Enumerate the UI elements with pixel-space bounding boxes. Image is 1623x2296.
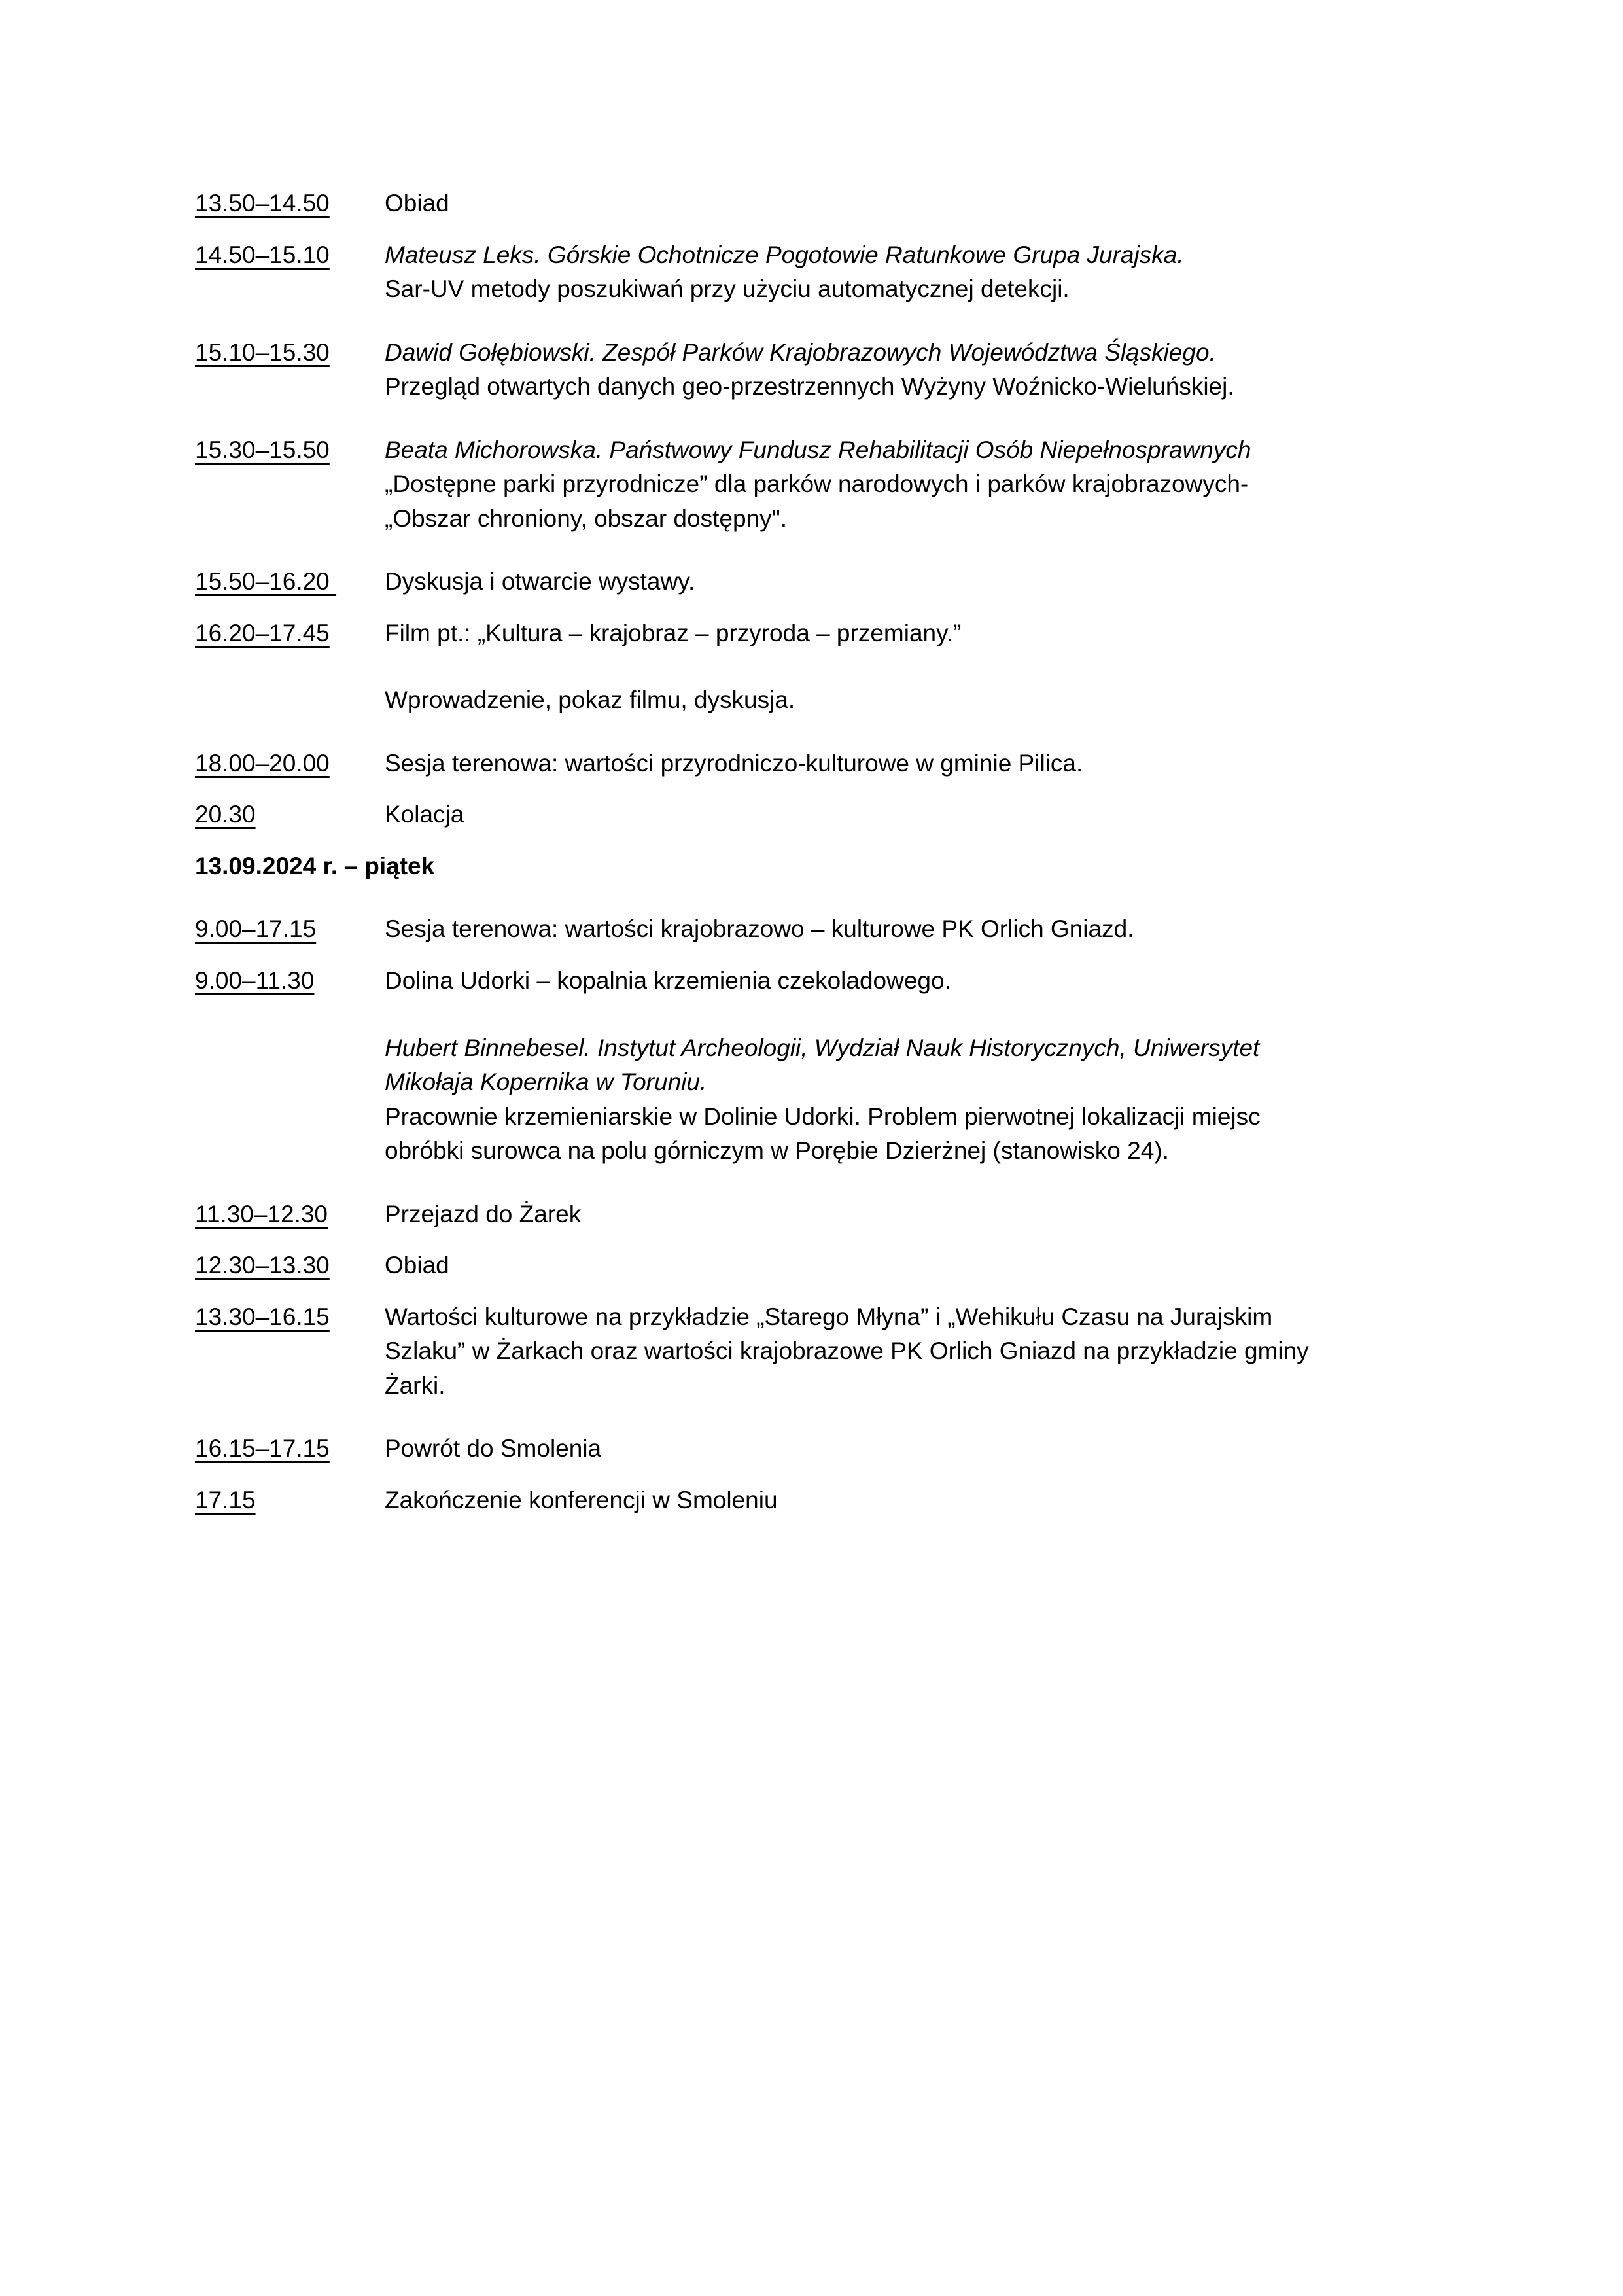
agenda-row	[195, 238, 1427, 307]
agenda-row	[195, 616, 1427, 718]
agenda-row	[195, 565, 1427, 599]
agenda-description	[385, 433, 1427, 537]
agenda-description	[385, 1432, 1427, 1466]
agenda-description	[385, 964, 1427, 1169]
agenda-day-one	[195, 186, 1427, 832]
agenda-line-text: Przejazd do Żarek	[385, 1200, 582, 1227]
agenda-time-label: 16.15–17.15	[195, 1435, 330, 1462]
agenda-description	[385, 1248, 1427, 1283]
agenda-time	[195, 964, 385, 998]
agenda-line-text: Powrót do Smolenia	[385, 1435, 602, 1462]
agenda-description	[385, 912, 1427, 947]
agenda-line-text: Szlaku” w Żarkach oraz wartości krajobrazowe PK Orlich Gniazd na przykładzie gminy	[385, 1337, 1309, 1365]
agenda-description	[385, 336, 1427, 404]
agenda-line-text: „Dostępne parki przyrodnicze” dla parków narodowych i parków krajobrazowych-	[385, 470, 1249, 498]
agenda-row	[195, 1300, 1427, 1404]
agenda-time-label: 12.30–13.30	[195, 1252, 330, 1279]
agenda-time-label: 20.30	[195, 801, 256, 828]
agenda-line-text: Wartości kulturowe na przykładzie „Starego Młyna” i „Wehikułu Czasu na Jurajskim	[385, 1303, 1273, 1330]
agenda-line-text: Sesja terenowa: wartości krajobrazowo – kulturowe PK Orlich Gniazd.	[385, 915, 1134, 943]
agenda-time	[195, 1300, 385, 1335]
agenda-time-label: 9.00–17.15	[195, 915, 317, 943]
agenda-line-speaker: Mikołaja Kopernika w Toruniu.	[385, 1069, 707, 1096]
agenda-time-label: 15.50–16.20	[195, 568, 337, 595]
agenda-time-label: 14.50–15.10	[195, 241, 330, 268]
agenda-line-text: obróbki surowca na polu górniczym w Porębie Dzierżnej (stanowisko 24).	[385, 1137, 1169, 1165]
agenda-line-text: Obiad	[385, 1252, 449, 1279]
agenda-time	[195, 1432, 385, 1466]
agenda-time-label: 13.30–16.15	[195, 1303, 330, 1330]
agenda-description	[385, 798, 1427, 832]
agenda-row	[195, 336, 1427, 404]
agenda-row	[195, 1197, 1427, 1232]
agenda-description	[385, 1197, 1427, 1232]
agenda-time-label: 15.10–15.30	[195, 338, 330, 366]
agenda-line-text: Obiad	[385, 190, 449, 217]
agenda-row	[195, 186, 1427, 221]
agenda-time-label: 11.30–12.30	[195, 1200, 328, 1227]
agenda-time	[195, 1483, 385, 1518]
agenda-description	[385, 1300, 1427, 1404]
agenda-time	[195, 433, 385, 468]
agenda-description	[385, 616, 1427, 718]
agenda-line-text: Dyskusja i otwarcie wystawy.	[385, 568, 695, 595]
agenda-line-speaker: Hubert Binnebesel. Instytut Archeologii, Wydział Nauk Historycznych, Uniwersytet	[385, 1034, 1260, 1061]
agenda-line-text: Przegląd otwartych danych geo-przestrzennych Wyżyny Woźnicko-Wieluńskiej.	[385, 373, 1234, 400]
agenda-time	[195, 912, 385, 947]
agenda-day-two	[195, 912, 1427, 1517]
agenda-row	[195, 798, 1427, 832]
agenda-time	[195, 565, 385, 599]
agenda-time	[195, 336, 385, 370]
agenda-description	[385, 565, 1427, 599]
agenda-line-text: Dolina Udorki – kopalnia krzemienia czekoladowego.	[385, 966, 951, 994]
agenda-line-speaker: Dawid Gołębiowski. Zespół Parków Krajobrazowych Województwa Śląskiego.	[385, 338, 1216, 366]
agenda-time-label: 9.00–11.30	[195, 966, 315, 994]
agenda-row	[195, 912, 1427, 947]
agenda-line-text: Sesja terenowa: wartości przyrodniczo-kulturowe w gminie Pilica.	[385, 749, 1083, 777]
agenda-time-label: 13.50–14.50	[195, 190, 330, 217]
agenda-line-text: Zakończenie konferencji w Smoleniu	[385, 1486, 778, 1513]
agenda-time-label: 16.20–17.45	[195, 619, 330, 646]
agenda-description	[385, 238, 1427, 307]
agenda-description	[385, 747, 1427, 781]
agenda-time-label: 18.00–20.00	[195, 749, 330, 777]
agenda-time	[195, 616, 385, 651]
agenda-line-speaker: Mateusz Leks. Górskie Ochotnicze Pogotowie Ratunkowe Grupa Jurajska.	[385, 241, 1184, 268]
agenda-time	[195, 798, 385, 832]
agenda-time	[195, 747, 385, 781]
agenda-line-text: Kolacja	[385, 801, 464, 828]
agenda-description	[385, 186, 1427, 221]
agenda-time-label: 17.15	[195, 1486, 256, 1513]
agenda-time	[195, 186, 385, 221]
agenda-line-spacer	[385, 650, 1427, 683]
agenda-line-text: „Obszar chroniony, obszar dostępny".	[385, 504, 788, 532]
agenda-line-text: Wprowadzenie, pokaz filmu, dyskusja.	[385, 686, 795, 714]
agenda-time	[195, 1248, 385, 1283]
agenda-time-label: 15.30–15.50	[195, 436, 330, 463]
agenda-description	[385, 1483, 1427, 1518]
agenda-row	[195, 433, 1427, 537]
agenda-row	[195, 747, 1427, 781]
agenda-row	[195, 1483, 1427, 1518]
agenda-line-text: Żarki.	[385, 1371, 445, 1399]
agenda-line-text: Film pt.: „Kultura – krajobraz – przyroda – przemiany.”	[385, 619, 962, 646]
agenda-line-speaker: Beata Michorowska. Państwowy Fundusz Rehabilitacji Osób Niepełnosprawnych	[385, 436, 1251, 463]
agenda-line-spacer	[385, 998, 1427, 1031]
day-heading-friday: 13.09.2024 r. – piątek	[195, 852, 435, 879]
agenda-row	[195, 964, 1427, 1169]
agenda-time	[195, 1197, 385, 1232]
agenda-time	[195, 238, 385, 273]
agenda-row	[195, 1432, 1427, 1466]
agenda-row	[195, 1248, 1427, 1283]
agenda-line-text: Pracownie krzemieniarskie w Dolinie Udorki. Problem pierwotnej lokalizacji miejsc	[385, 1103, 1261, 1130]
agenda-line-text: Sar-UV metody poszukiwań przy użyciu automatycznej detekcji.	[385, 275, 1070, 303]
